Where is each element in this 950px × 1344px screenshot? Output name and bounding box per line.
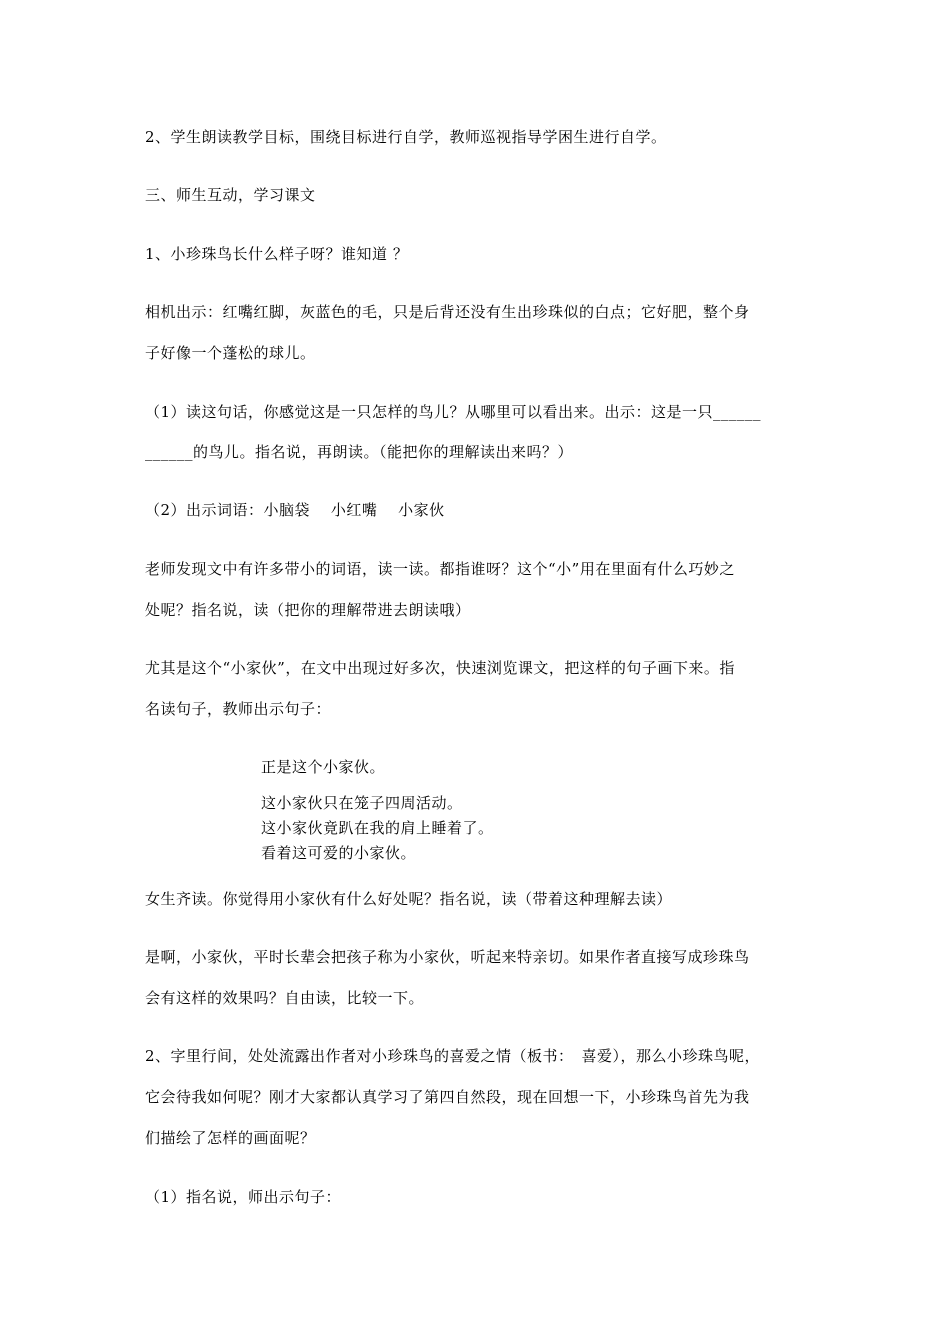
paragraph-line: （1）指名说，师出示句子：: [145, 1188, 342, 1206]
quoted-sentence: 这小家伙竟趴在我的肩上睡着了。: [261, 819, 494, 837]
paragraph-line: 处呢？指名说，读（把你的理解带进去朗读哦）: [145, 601, 471, 619]
paragraph-line: 老师发现文中有许多带小的词语，读一读。都指谁呀？这个“小”用在里面有什么巧妙之: [145, 560, 735, 578]
paragraph-line: 相机出示：红嘴红脚，灰蓝色的毛，只是后背还没有生出珍珠似的白点；它好肥，整个身: [145, 303, 750, 321]
paragraph-line: 它会待我如何呢？刚才大家都认真学习了第四自然段，现在回想一下，小珍珠鸟首先为我: [145, 1088, 750, 1106]
paragraph-line: 名读句子，教师出示句子：: [145, 700, 332, 718]
paragraph-line: 子好像一个蓬松的球儿。: [145, 344, 316, 362]
paragraph-line: 1、小珍珠鸟长什么样子呀？谁知道 ？: [145, 245, 409, 263]
section-heading: 三、师生互动，学习课文: [145, 186, 316, 204]
quoted-sentence: 这小家伙只在笼子四周活动。: [261, 794, 463, 812]
paragraph-line: 会有这样的效果吗？自由读，比较一下。: [145, 989, 425, 1007]
paragraph-line: 尤其是这个“小家伙”，在文中出现过好多次，快速浏览课文，把这样的句子画下来。指: [145, 659, 735, 677]
quoted-sentence: 正是这个小家伙。: [261, 758, 386, 776]
paragraph-line: （1）读这句话，你感觉这是一只怎样的鸟儿？从哪里可以看出来。出示：这是一只______: [145, 403, 762, 421]
paragraph-line: 2、学生朗读教学目标，围绕目标进行自学，教师巡视指导学困生进行自学。: [145, 128, 667, 146]
quoted-sentence: 看着这可爱的小家伙。: [261, 844, 417, 862]
paragraph-line: 是啊，小家伙，平时长辈会把孩子称为小家伙，听起来特亲切。如果作者直接写成珍珠鸟: [145, 948, 750, 966]
paragraph-line: ______的鸟儿。指名说，再朗读。（能把你的理解读出来吗？）: [145, 443, 574, 461]
paragraph-line: 们描绘了怎样的画面呢？: [145, 1129, 316, 1147]
paragraph-line: （2）出示词语：小脑袋 小红嘴 小家伙: [145, 501, 445, 519]
paragraph-line: 女生齐读。你觉得用小家伙有什么好处呢？指名说，读（带着这种理解去读）: [145, 890, 673, 908]
paragraph-line: 2、字里行间，处处流露出作者对小珍珠鸟的喜爱之情（板书： 喜爱），那么小珍珠鸟呢，: [145, 1047, 761, 1065]
